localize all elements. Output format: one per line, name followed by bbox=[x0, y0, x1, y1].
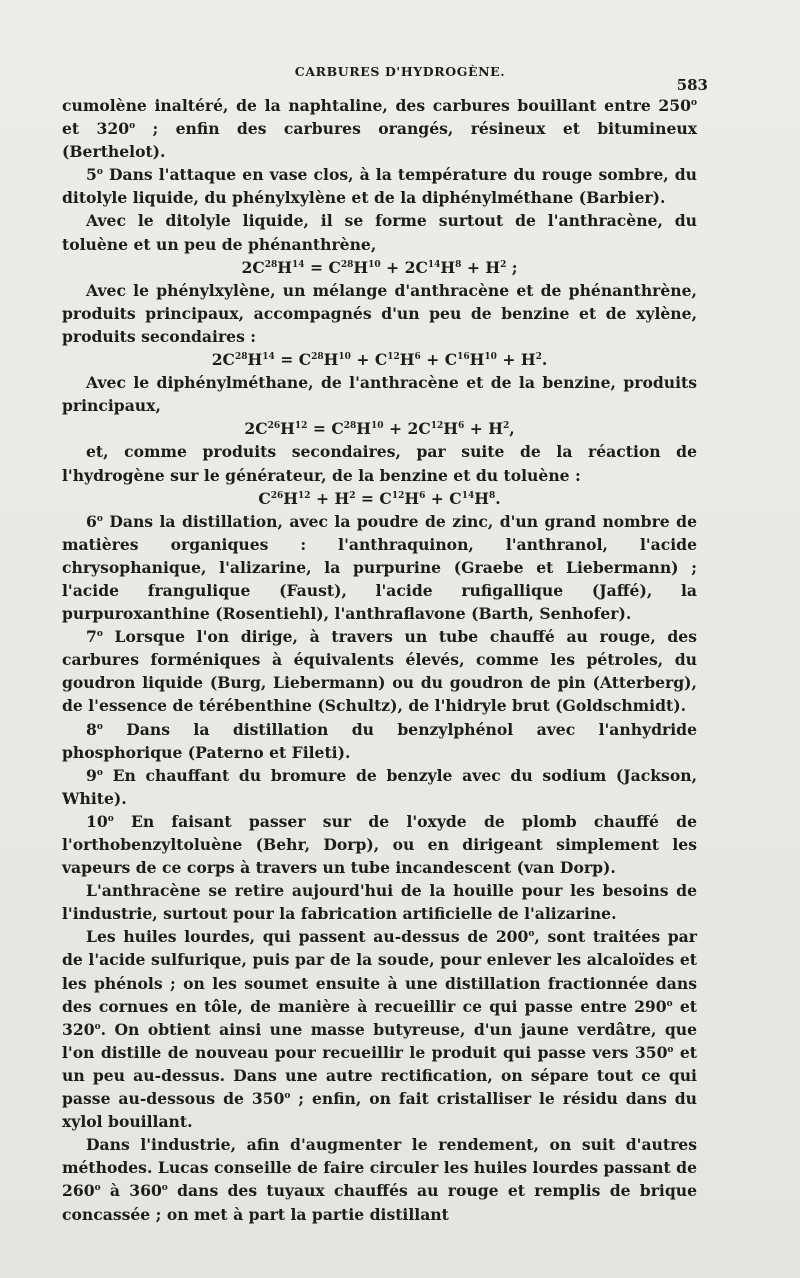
paragraph: Dans l'industrie, afin d'augmenter le rendement, on suit d'autres méthodes. Lucas conseille de faire circuler les huiles lourdes passant de 260$^o$ à 360$^o$ dans des tuyaux chauffés au rouge et remplis de brique concassée ; on met à part la partie distillant bbox=[62, 1135, 697, 1224]
equation: $C^{26}H^{12} + H^2 = C^{12}H^6 + C^{14}H^8$. bbox=[258, 488, 501, 508]
body-text bbox=[62, 94, 697, 1226]
paragraph: 7$^o$ Lorsque l'on dirige, à travers un tube chauffé au rouge, des carbures forméniques à équivalents élevés, comme les pétroles, du goudron liquide (Burg, Liebermann) ou du goudron de pin (Atterberg), de l'essence de térébenthine (Schultz), de l'hidryle brut (Goldschmidt). bbox=[62, 627, 697, 716]
paragraph: Avec le ditolyle liquide, il se forme surtout de l'anthracène, du toluène et un peu de phénanthrène, bbox=[62, 211, 697, 254]
paragraph: L'anthracène se retire aujourd'hui de la houille pour les besoins de l'industrie, surtout pour la fabrication artificielle de l'alizarine. bbox=[62, 881, 697, 924]
paragraph: 5$^o$ Dans l'attaque en vase clos, à la température du rouge sombre, du ditolyle liquide, du phénylxylène et de la diphénylméthane (Barbier). bbox=[62, 165, 697, 208]
paragraph: et, comme produits secondaires, par suite de la réaction de l'hydrogène sur le générateur, de la benzine et du toluène : bbox=[62, 442, 697, 485]
page-number: 583 bbox=[676, 76, 708, 94]
paragraph: 10$^o$ En faisant passer sur de l'oxyde de plomb chauffé de l'orthobenzyltoluène (Behr, Dorp), ou en dirigeant simplement les vapeurs de ce corps à travers un tube incandescent (van Dorp). bbox=[62, 811, 697, 878]
paragraph: 9$^o$ En chauffant du bromure de benzyle avec du sodium (Jackson, White). bbox=[62, 765, 697, 808]
equation: $2C^{26}H^{12} = C^{28}H^{10} + 2C^{12}H^6 + H^2$, bbox=[244, 419, 515, 439]
equation: $2C^{28}H^{14} = C^{28}H^{10} + 2C^{14}H^8 + H^2$ ; bbox=[241, 257, 518, 277]
equation: $2C^{28}H^{14} = C^{28}H^{10} + C^{12}H^6 + C^{16}H^{10} + H^2$. bbox=[211, 350, 548, 370]
paragraph: Les huiles lourdes, qui passent au-dessus de 200$^o$, sont traitées par de l'acide sulfurique, puis par de la soude, pour enlever les alcaloïdes et les phénols ; on les soumet ensuite à une distillation fractionnée dans des cornues en tôle, de manière à recueillir ce qui passe entre 290$^o$ et 320$^o$. On obtient ainsi une masse butyreuse, d'un jaune verdâtre, que l'on distille de nouveau pour recueillir le produit qui passe vers 350$^o$ et un peu au-dessus. Dans une autre rectification, on sépare tout ce qui passe au-dessous de 350$^o$ ; enfin, on fait cristalliser le résidu dans du xylol bouillant. bbox=[62, 927, 698, 1132]
paragraph: Avec le diphénylméthane, de l'anthracène et de la benzine, produits principaux, bbox=[62, 373, 697, 416]
paragraph: 6$^o$ Dans la distillation, avec la poudre de zinc, d'un grand nombre de matières organiques : l'anthraquinon, l'anthranol, l'acide chrysophanique, l'alizarine, la purpurine (Graebe et Liebermann) ; l'acide frangulique (Faust), l'acide rufigallique (Jaffé), la purpuroxanthine (Rosentiehl), l'anthraflavone (Barth, Senhofer). bbox=[62, 511, 697, 624]
paragraph: Avec le phénylxylène, un mélange d'anthracène et de phénanthrène, produits principaux, accompagnés d'un peu de benzine et de xylène, produits secondaires : bbox=[62, 280, 697, 346]
paragraph: cumolène inaltéré, de la naphtaline, des carbures bouillant entre 250$^o$ et 320$^o$ ; enfin des carbures orangés, résineux et bitumineux (Berthelot). bbox=[62, 96, 698, 162]
paragraph: 8$^o$ Dans la distillation du benzylphénol avec l'anhydride phosphorique (Paterno et Fileti). bbox=[62, 719, 697, 762]
running-header: CARBURES D'HYDROGÈNE. bbox=[294, 64, 506, 79]
